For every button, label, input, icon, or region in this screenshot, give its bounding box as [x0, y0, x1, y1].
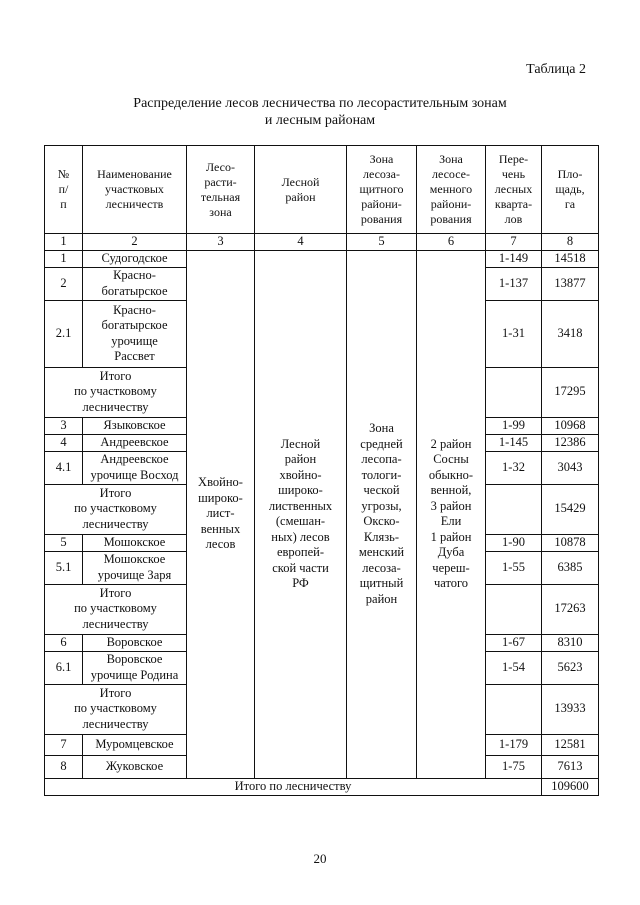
quarters-cell: 1-32: [486, 451, 542, 484]
quarters-cell: 1-99: [486, 417, 542, 434]
row-number: 6: [45, 634, 83, 651]
row-number: 6.1: [45, 651, 83, 684]
row-number: 2: [45, 267, 83, 300]
subtotal-label: Итого по участковому лесничеству: [45, 684, 187, 734]
protective-zone-cell: Зона средней лесопа- тологи- ческой угрозы, Окско- Клязь- менский лесоза- щитный район: [347, 250, 417, 778]
column-number: 2: [83, 234, 187, 251]
column-number-row: [45, 234, 599, 251]
quarters-cell: 1-31: [486, 300, 542, 367]
area-cell: 6385: [542, 551, 599, 584]
grand-total-row: [45, 778, 599, 795]
quarters-cell: [486, 584, 542, 634]
quarters-cell: 1-54: [486, 651, 542, 684]
grand-total-area: 109600: [542, 778, 599, 795]
row-number: 5.1: [45, 551, 83, 584]
table-row: [45, 250, 599, 267]
column-number: 7: [486, 234, 542, 251]
area-cell: 10968: [542, 417, 599, 434]
header-cell: Пло- щадь, га: [542, 146, 599, 234]
row-number: 7: [45, 734, 83, 755]
forestry-name: Муромцевское: [83, 734, 187, 755]
quarters-cell: [486, 684, 542, 734]
area-cell: 17263: [542, 584, 599, 634]
area-cell: 7613: [542, 755, 599, 778]
area-cell: 14518: [542, 250, 599, 267]
header-row: [45, 146, 599, 234]
quarters-cell: 1-75: [486, 755, 542, 778]
seed-zone-cell: 2 район Сосны обыкно- венной, 3 район Ели 1 район Дуба череш- чатого: [417, 250, 486, 778]
column-number: 5: [347, 234, 417, 251]
forestry-name: Андреевское урочище Восход: [83, 451, 187, 484]
grand-total-label: Итого по лесничеству: [45, 778, 542, 795]
quarters-cell: 1-55: [486, 551, 542, 584]
quarters-cell: 1-90: [486, 534, 542, 551]
row-number: 1: [45, 250, 83, 267]
forestry-name: Мошокское урочище Заря: [83, 551, 187, 584]
page-number: 20: [313, 851, 327, 866]
quarters-cell: [486, 484, 542, 534]
quarters-cell: 1-145: [486, 434, 542, 451]
header-cell: Зона лесоза- щитного райони- рования: [347, 146, 417, 234]
forestry-name: Жуковское: [83, 755, 187, 778]
column-number: 1: [45, 234, 83, 251]
area-cell: 8310: [542, 634, 599, 651]
subtotal-label: Итого по участковому лесничеству: [45, 584, 187, 634]
forest-region-cell: Лесной район хвойно- широко- лиственных (смешан- ных) лесов европей- ской части РФ: [255, 250, 347, 778]
row-number: 2.1: [45, 300, 83, 367]
quarters-cell: 1-67: [486, 634, 542, 651]
forestry-name: Мошокское: [83, 534, 187, 551]
column-number: 6: [417, 234, 486, 251]
header-cell: Лесо- расти- тельная зона: [187, 146, 255, 234]
forestry-name: Красно- богатырское урочище Рассвет: [83, 300, 187, 367]
subtotal-label: Итого по участковому лесничеству: [45, 484, 187, 534]
header-cell: Пере- чень лесных кварта- лов: [486, 146, 542, 234]
column-number: 8: [542, 234, 599, 251]
row-number: 4.1: [45, 451, 83, 484]
table-label: Таблица 2: [526, 62, 586, 77]
header-cell: Наименование участковых лесничеств: [83, 146, 187, 234]
forestry-name: Языковское: [83, 417, 187, 434]
forest-distribution-table: [44, 145, 599, 796]
quarters-cell: 1-137: [486, 267, 542, 300]
quarters-cell: [486, 367, 542, 417]
forestry-name: Воровское: [83, 634, 187, 651]
forestry-name: Судогодское: [83, 250, 187, 267]
area-cell: 10878: [542, 534, 599, 551]
header-cell: Зона лесосе- менного райони- рования: [417, 146, 486, 234]
column-number: 4: [255, 234, 347, 251]
area-cell: 13877: [542, 267, 599, 300]
forestry-name: Красно- богатырское: [83, 267, 187, 300]
area-cell: 13933: [542, 684, 599, 734]
subtotal-label: Итого по участковому лесничеству: [45, 367, 187, 417]
table-title: [0, 95, 640, 129]
area-cell: 12581: [542, 734, 599, 755]
quarters-cell: 1-179: [486, 734, 542, 755]
area-cell: 5623: [542, 651, 599, 684]
forestry-name: Воровское урочище Родина: [83, 651, 187, 684]
row-number: 4: [45, 434, 83, 451]
row-number: 3: [45, 417, 83, 434]
area-cell: 3418: [542, 300, 599, 367]
forest-zone-cell: Хвойно- широко- лист- венных лесов: [187, 250, 255, 778]
row-number: 5: [45, 534, 83, 551]
title-line-2: и лесным районам: [264, 113, 376, 128]
column-number: 3: [187, 234, 255, 251]
forestry-name: Андреевское: [83, 434, 187, 451]
area-cell: 3043: [542, 451, 599, 484]
header-cell: № п/ п: [45, 146, 83, 234]
quarters-cell: 1-149: [486, 250, 542, 267]
title-line-1: Распределение лесов лесничества по лесорастительным зонам: [133, 96, 507, 111]
row-number: 8: [45, 755, 83, 778]
area-cell: 17295: [542, 367, 599, 417]
area-cell: 12386: [542, 434, 599, 451]
header-cell: Лесной район: [255, 146, 347, 234]
area-cell: 15429: [542, 484, 599, 534]
